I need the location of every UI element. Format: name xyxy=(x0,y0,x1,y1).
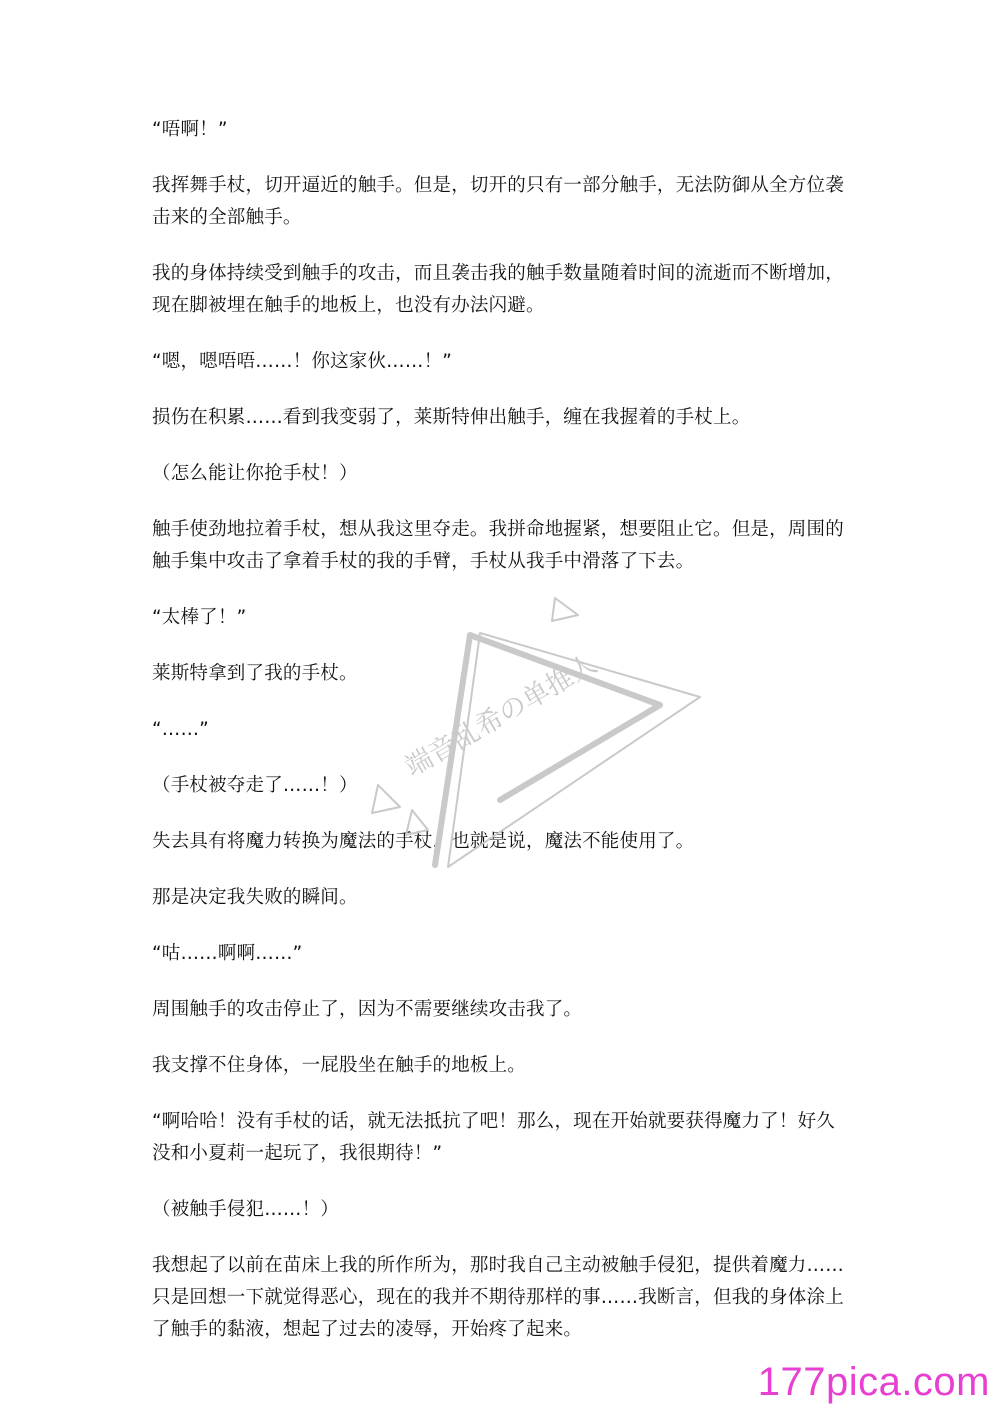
paragraph: 我想起了以前在苗床上我的所作所为，那时我自己主动被触手侵犯，提供着魔力……只是回想一下就觉得恶心，现在的我并不期待那样的事……我断言，但我的身体涂上了触手的黏液，想起了过去的凌辱，开始疼了起来。 xyxy=(152,1255,844,1340)
watermark-text: 端音乱希の单推人 xyxy=(400,648,603,784)
paragraph: “咕……啊啊……” xyxy=(152,943,303,964)
site-watermark: 177pica.com xyxy=(757,1360,990,1404)
paragraph: 我挥舞手杖，切开逼近的触手。但是，切开的只有一部分触手，无法防御从全方位袭击来的全部触手。 xyxy=(152,175,844,228)
paragraph: 失去具有将魔力转换为魔法的手杖，也就是说，魔法不能使用了。 xyxy=(152,831,695,852)
paragraph: 莱斯特拿到了我的手杖。 xyxy=(152,663,358,684)
paragraph: 触手使劲地拉着手杖，想从我这里夺走。我拼命地握紧，想要阻止它。但是，周围的触手集中攻击了拿着手杖的我的手臂，手杖从我手中滑落了下去。 xyxy=(152,519,844,572)
paragraph: 那是决定我失败的瞬间。 xyxy=(152,887,358,908)
paragraph: “唔啊！” xyxy=(152,119,228,140)
paragraph: （被触手侵犯……！） xyxy=(152,1199,340,1220)
paragraph: （手杖被夺走了……！） xyxy=(152,775,358,796)
paragraph: 周围触手的攻击停止了，因为不需要继续攻击我了。 xyxy=(152,999,583,1020)
paragraph: 损伤在积累……看到我变弱了，莱斯特伸出触手，缠在我握着的手杖上。 xyxy=(152,407,751,428)
story-text xyxy=(152,114,852,1346)
paragraph: “啊哈哈！没有手杖的话，就无法抵抗了吧！那么，现在开始就要获得魔力了！好久没和小夏莉一起玩了，我很期待！” xyxy=(152,1111,835,1164)
paragraph: “太棒了！” xyxy=(152,607,247,628)
paragraph: “……” xyxy=(152,719,209,740)
paragraph: （怎么能让你抢手杖！） xyxy=(152,463,358,484)
paragraph: 我支撑不住身体，一屁股坐在触手的地板上。 xyxy=(152,1055,527,1076)
paragraph: 我的身体持续受到触手的攻击，而且袭击我的触手数量随着时间的流逝而不断增加，现在脚被埋在触手的地板上，也没有办法闪避。 xyxy=(152,263,844,316)
paragraph: “嗯，嗯唔唔……！你这家伙……！” xyxy=(152,351,453,372)
